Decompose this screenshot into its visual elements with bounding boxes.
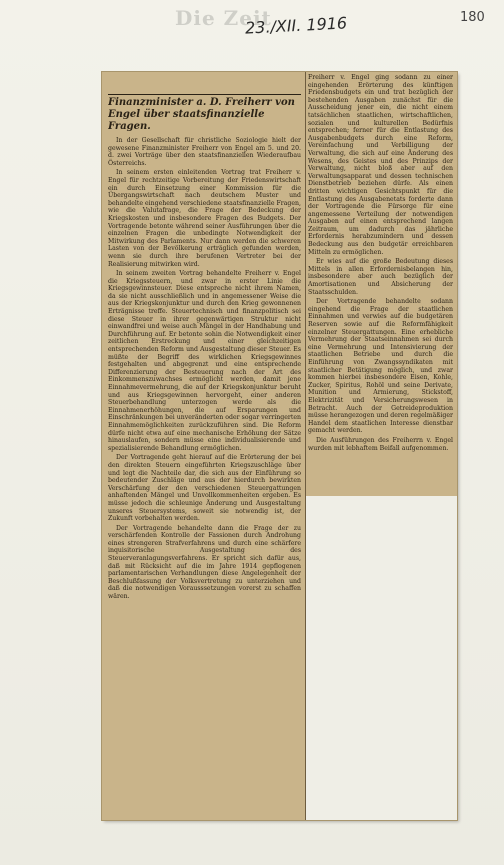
newspaper-name: Die Zeit	[175, 6, 272, 30]
article-title: Finanzminister a. D. Freiherr von Engel über staatsfinanzielle Fragen.	[108, 94, 301, 133]
right-paragraph: Die Ausführungen des Freiherrn v. Engel wurden mit lebhaftem Beifall aufgenommen.	[308, 436, 453, 452]
right-paragraph: Freiherr v. Engel ging sodann zu einer eingehenden Erörterung des künftigen Friedensbudgets ein und trat bezüglich der bestehenden Ausgaben zunächst für die Ausscheidung jener ein, die nicht einem tatsächlichen staatlichen, wirtschaftlichen, sozialen und kulturellen Bedürfnis entsprechen; ferner für die Entlastung des Ausgabenbudgets durch eine Reform, Vereinfachung und Verbilligung der Verwaltung, die sich auf eine Änderung des Wesens, des Geistes und des Prinzips der Verwaltung, nicht bloß aber auf den Verwaltungsapparat und dessen technischen Dienstbetrieb beziehen dürfe. Als einen dritten wichtigen Gesichtspunkt für die Entlastung des Ausgabenetats forderte dann der Vortragende die Fürsorge für eine angemessene Verteilung der notwendigen Ausgaben auf einen entsprechend langen Zeitraum, um dadurch das jährliche Erfordernis herabzumindern und dessen Bedeckung aus den budgetär erreichbaren Mitteln zu ermöglichen.	[308, 74, 453, 256]
blank-area	[306, 496, 457, 820]
article-left-column	[108, 94, 301, 820]
left-paragraph: Der Vortragende geht hierauf auf die Erörterung der bei den direkten Steuern eingeführten Kriegszuschläge über und legt die Nachteile dar, die sich aus der Einführung so bedeutender Zuschläge und aus der hierdurch bewirkten Verschärfung der den verschiedenen Steuergattungen anhaftenden Mängel und Unvollkommenheiten ergeben. Es müsse jedoch die schleunige Änderung und Ausgestaltung unseres Steuersystems, soweit sie notwendig ist, der Zukunft vorbehalten werden.	[108, 454, 301, 523]
left-paragraph: In der Gesellschaft für christliche Soziologie hielt der gewesene Finanzminister Freiherr von Engel am 5. und 20. d. zwei Vorträge über den staatsfinanziellen Wiederaufbau Österreichs.	[108, 137, 301, 167]
left-paragraph: In seinem ersten einleitenden Vortrag trat Freiherr v. Engel für rechtzeitige Vorbereitung der Friedenswirtschaft ein durch Einsetzung einer Kommission für die Übergangswirtschaft nach deutschem Muster und behandelte eingehend verschiedene staatsfinanzielle Fragen, wie die Valutafrage, die Frage der Bedeckung der Kriegskosten und insbesondere Fragen des Budgets. Der Vortragende betonte während seiner Ausführungen über die einzelnen Fragen die unbedingte Notwendigkeit der Mitwirkung des Parlaments. Nur dann werden die schweren Lasten von der Bevölkerung erträglich gefunden werden, wenn sie durch ihre berufenen Vertreter bei der Realisierung mitwirken wird.	[108, 169, 301, 268]
page-number: 180	[460, 10, 485, 25]
left-paragraph: Der Vortragende behandelte dann die Frage der zu verschärfenden Kontrolle der Fassionen durch Androhung eines strengeren Strafverfahrens und durch eine schärfere inquisitorische Ausgestaltung des Steuerveranlagungsverfahrens. Er spricht sich dafür aus, daß mit Rücksicht auf die im Jahre 1914 gepflogenen parlamentarischen Verhandlungen diese Angelegenheit der Beschlußfassung der Volksvertretung zu unterziehen und daß die notwendigen Vorausssetzungen vorerst zu schaffen wären.	[108, 524, 301, 601]
left-paragraph: In seinem zweiten Vortrag behandelte Freiherr v. Engel die Kriegssteuern, und zwar in erster Linie die Kriegsgewinnsteuer. Diese entspreche nicht ihrem Namen, da sie nicht ausschließlich und in angemessener Weise die aus der Kriegskonjunktur und durch den Krieg gewonnenen Erträgnisse treffe. Steuertechnisch und finanzpolitisch sei diese Steuer in ihrer gegenwärtigen Struktur nicht einwandfrei und weise auch Mängel in der Handhabung und Durchführung auf. Er betonte sohin die Notwendigkeit einer zeitlichen Erstreckung und einer gleichzeitigen entsprechenden Reform und Ausgestaltung dieser Steuer. Es müßte der Begriff des wirklichen Kriegsgewinnes festgehalten und abgegrenzt und eine entsprechende Differenzierung der Besteuerung nach der Art des Einkommenszuwachses ermöglicht werden, damit jene Einnahmevermehrung, die auf der Kriegskonjunktur beruht und aus Kriegsgewinnen hervorgeht, einer anderen Steuerbehandlung unterzogen werde als die Einnahmenerhöhungen, die auf Ersparungen und Einschränkungen bei unveränderten oder sogar verringerten Einnahmemöglichkeiten zurückzuführen sind. Die Reform dürfe nicht etwa auf eine mechanische Erhöhung der Sätze hinauslaufen, sondern müsse eine individualisierende und spezialisierende Behandlung ermöglichen.	[108, 270, 301, 452]
handwritten-date: 23./XII. 1916	[244, 13, 348, 38]
newspaper-clipping	[102, 72, 457, 820]
right-paragraph: Der Vortragende behandelte sodann eingehend die Frage der staatlichen Einnahmen und verwies auf die budgetären Reserven sowie auf die Reformfähigkeit einzelner Steuergattungen. Eine erhebliche Vermehrung der Staatseinnahmen sei durch eine Vermehrung und Intensivierung der staatlichen Betriebe und durch die Einführung von Zwangssyndikaten mit staatlicher Betätigung möglich, und zwar kommen hierbei insbesondere Eisen, Kohle, Zucker, Spiritus, Rohöl und seine Derivate, Munition und Armierung, Stickstoff, Elektrizität und Versicherungswesen in Betracht. Auch der Getreideproduktion müsse herangezogen und deren regelmäßiger Handel dem staatlichen Interesse dienstbar gemacht werden.	[308, 298, 453, 435]
right-paragraph: Er wies auf die große Bedeutung dieses Mittels in allen Erfordernisbelangen hin, insbesondere aber auch bezüglich der Amortisationen und Absicherung der Staatsschulden.	[308, 258, 453, 296]
article-right-column	[308, 74, 453, 494]
